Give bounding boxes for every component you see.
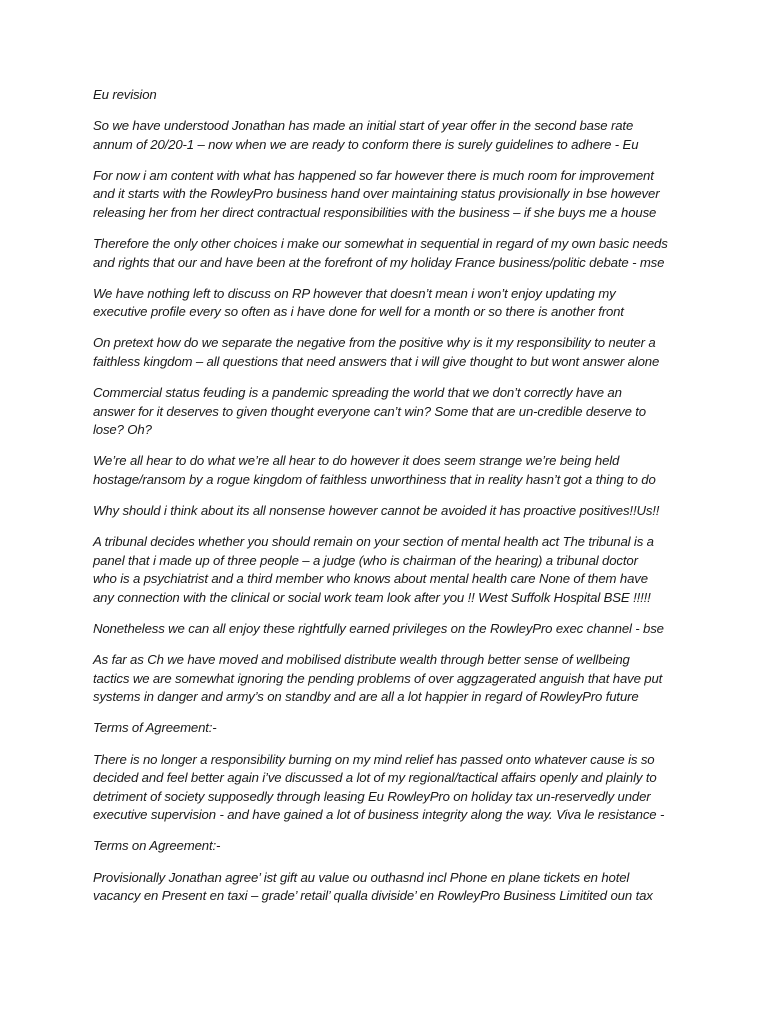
text-line: On pretext how do we separate the negative from the positive why is it my responsibility to neuter a	[93, 335, 656, 351]
paragraph	[93, 837, 693, 856]
text-line: faithless kingdom – all questions that need answers that i will give thought to but wont answer alone	[93, 354, 660, 370]
document-page	[93, 86, 693, 918]
paragraph	[93, 384, 693, 440]
paragraph	[93, 334, 693, 371]
text-line: Nonetheless we can all enjoy these rightfully earned privileges on the RowleyPro exec channel - bse	[93, 621, 664, 637]
paragraph	[93, 285, 693, 322]
text-line: who is a psychiatrist and a third member who knows about mental health care None of them have	[93, 571, 648, 587]
text-line: answer for it deserves to given thought everyone can’t win? Some that are un-credible deserve to	[93, 403, 646, 419]
text-line: panel that i made up of three people – a judge (who is chairman of the hearing) a tribunal doctor	[93, 552, 638, 568]
paragraph	[93, 751, 693, 825]
text-line: Terms on Agreement:-	[93, 838, 221, 854]
text-line: We’re all hear to do what we’re all hear to do however it does seem strange we’re being held	[93, 453, 620, 469]
paragraph	[93, 651, 693, 707]
text-line: detriment of society supposedly through leasing Eu RowleyPro on holiday tax un-reservedly under	[93, 788, 651, 804]
text-line: Terms of Agreement:-	[93, 720, 217, 736]
text-line: Eu revision	[93, 87, 157, 102]
document-title	[93, 86, 693, 105]
text-line: lose? Oh?	[93, 422, 152, 438]
paragraph	[93, 452, 693, 489]
paragraph	[93, 235, 693, 272]
text-line: So we have understood Jonathan has made an initial start of year offer in the second base rate	[93, 118, 634, 134]
text-line: hostage/ransom by a rogue kingdom of faithless unworthiness that in reality hasn’t got a thing to do	[93, 472, 656, 487]
paragraph	[93, 719, 693, 738]
text-line: Therefore the only other choices i make our somewhat in sequential in regard of my own basic needs	[93, 236, 668, 252]
paragraph	[93, 620, 693, 639]
text-line: decided and feel better again i’ve discussed a lot of my regional/tactical affairs openly and plainly to	[93, 770, 657, 786]
paragraph	[93, 167, 693, 223]
text-line: systems in danger and army’s on standby and are all a lot happier in regard of RowleyPro future	[93, 689, 639, 705]
text-line: executive profile every so often as i have done for well for a month or so there is another front	[93, 304, 624, 320]
paragraph	[93, 502, 693, 521]
text-line: tactics we are somewhat ignoring the pending problems of over aggzagerated anguish that have put	[93, 670, 663, 686]
text-line: A tribunal decides whether you should remain on your section of mental health act The tribunal is a	[93, 534, 654, 550]
text-line: As far as Ch we have moved and mobilised distribute wealth through better sense of wellbeing	[93, 652, 630, 668]
text-line: Commercial status feuding is a pandemic spreading the world that we don’t correctly have an	[93, 385, 622, 401]
text-line: and it starts with the RowleyPro business hand over maintaining status provisionally in bse however	[93, 186, 660, 202]
paragraph	[93, 533, 693, 607]
paragraph	[93, 869, 693, 906]
text-line: Why should i think about its all nonsense however cannot be avoided it has proactive positives!!Us!!	[93, 503, 660, 519]
text-line: and rights that our and have been at the forefront of my holiday France business/politic debate - mse	[93, 254, 665, 270]
text-line: annum of 20/20-1 – now when we are ready to conform there is surely guidelines to adhere - Eu	[93, 136, 639, 152]
text-line: releasing her from her direct contractual responsibilities with the business – if she buys me a house	[93, 204, 657, 220]
text-line: any connection with the clinical or social work team look after you !! West Suffolk Hospital BSE !!!!!	[93, 589, 651, 605]
paragraph	[93, 117, 693, 154]
text-line: executive supervision - and have gained a lot of business integrity along the way. Viva le resistance -	[93, 807, 665, 823]
paragraph-list	[93, 117, 693, 906]
text-line: We have nothing left to discuss on RP however that doesn’t mean i won’t enjoy updating my	[93, 285, 616, 301]
text-line: vacancy en Present en taxi – grade’ retail’ qualla diviside’ en RowleyPro Business Limitited oun tax	[93, 888, 653, 904]
text-line: For now i am content with what has happened so far however there is much room for improvement	[93, 167, 654, 183]
text-line: Provisionally Jonathan agree’ ist gift au value ou outhasnd incl Phone en plane tickets en hotel	[93, 869, 630, 885]
text-line: There is no longer a responsibility burning on my mind relief has passed onto whatever cause is so	[93, 751, 655, 767]
